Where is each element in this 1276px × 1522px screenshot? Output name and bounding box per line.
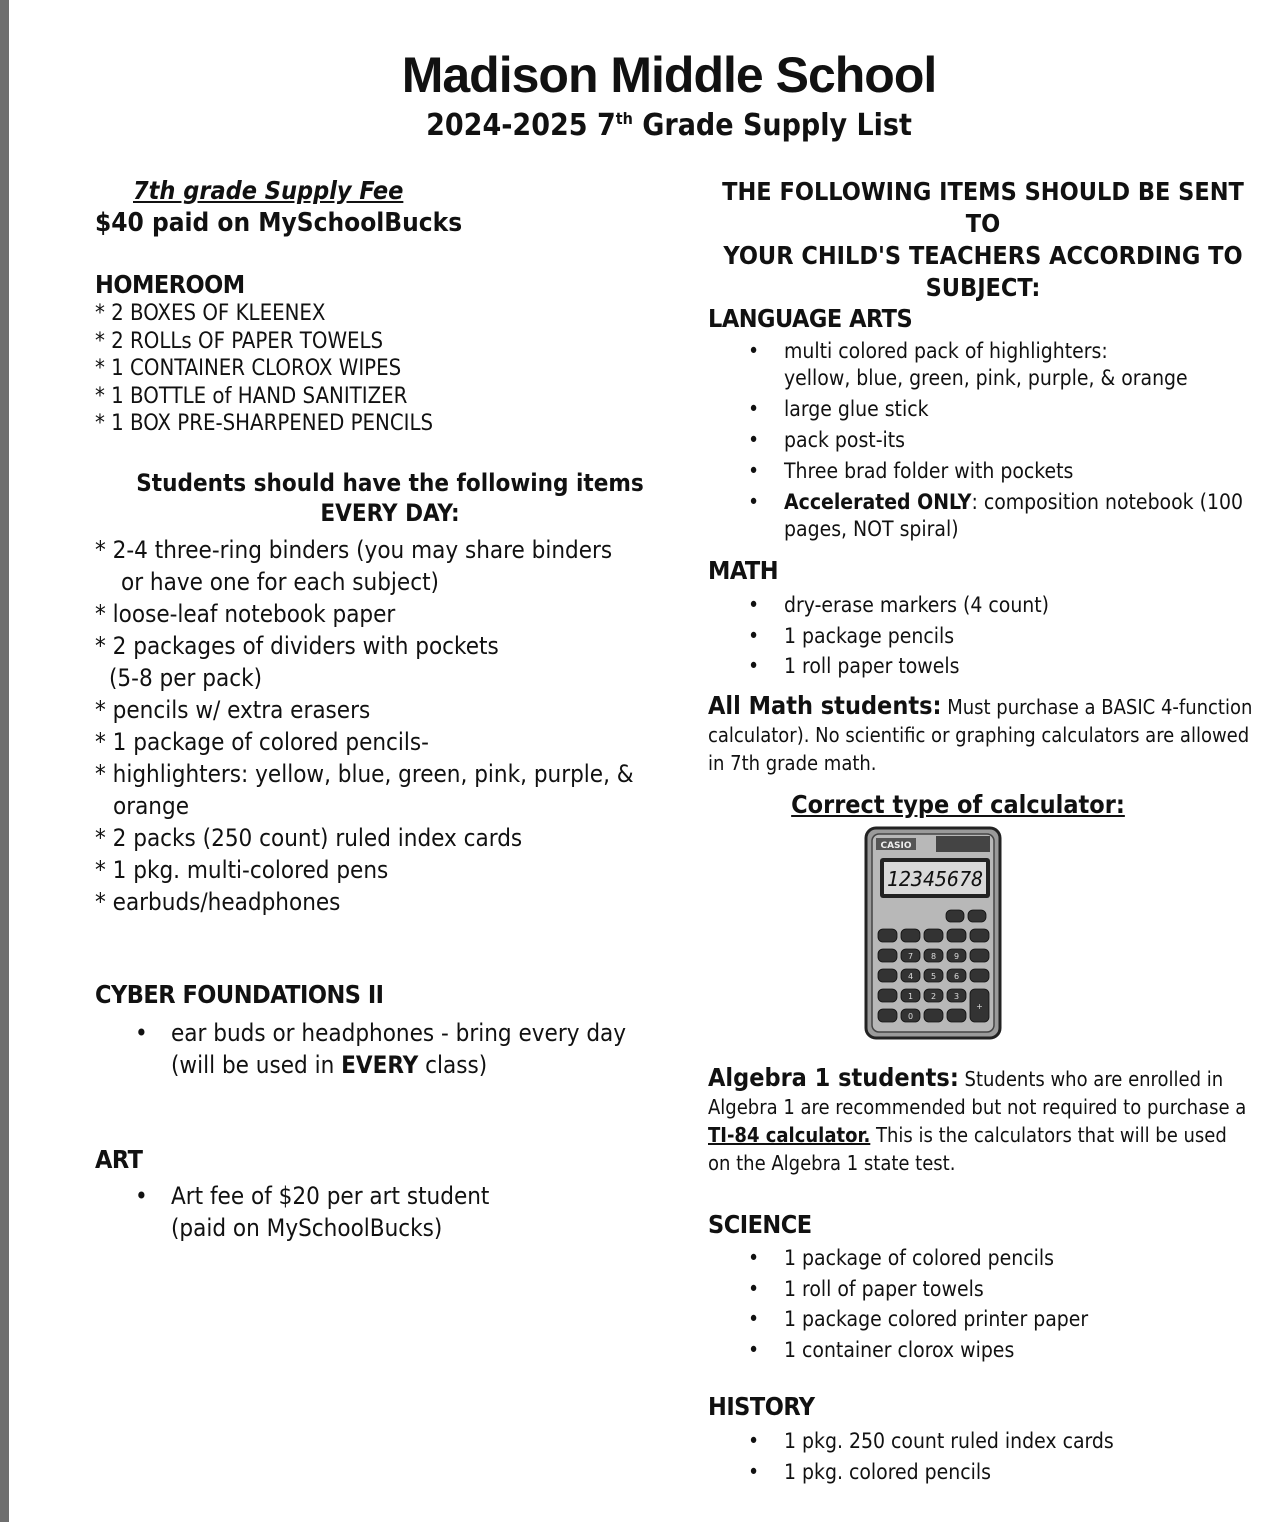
supply-fee-title: 7th grade Supply Fee [133, 176, 404, 205]
svg-text:3: 3 [953, 992, 960, 1001]
svg-text:0: 0 [907, 1012, 914, 1021]
cyber-foundations-list [95, 1017, 695, 1081]
list-item: • Art fee of $20 per art student (paid on MySchoolBucks) [95, 1180, 695, 1244]
svg-text:9: 9 [953, 952, 960, 961]
list-item: • multi colored pack of highlighters: yellow, blue, green, pink, purple, & orange [708, 338, 1268, 392]
history-heading: HISTORY [708, 1392, 815, 1421]
language-arts-list [708, 338, 1268, 543]
list-line: * 2 packages of dividers with pockets [95, 632, 499, 660]
svg-text:7: 7 [907, 952, 914, 961]
list-item: • 1 pkg. colored pencils [708, 1457, 1268, 1488]
svg-text:2: 2 [930, 992, 937, 1001]
list-item: • 1 package of colored pencils [708, 1243, 1268, 1274]
svg-text:5: 5 [930, 972, 937, 981]
art-heading: ART [95, 1145, 143, 1174]
list-line: * 2 packs (250 count) ruled index cards [95, 824, 523, 852]
list-item: * 1 BOTTLE of HAND SANITIZER [95, 383, 408, 409]
list-item: • 1 package colored printer paper [708, 1304, 1268, 1335]
list-item: • 1 package pencils [708, 621, 1268, 652]
list-line: * 1 package of colored pencils- [95, 728, 429, 756]
science-list [708, 1243, 1268, 1365]
svg-text:8: 8 [930, 952, 937, 961]
homeroom-list [95, 300, 433, 438]
list-item: * 2 ROLLs OF PAPER TOWELS [95, 328, 384, 354]
list-line: (5-8 per pack) [109, 664, 263, 692]
list-item: • Three brad folder with pockets [708, 458, 1268, 485]
art-list [95, 1180, 695, 1244]
list-item: • 1 roll paper towels [708, 651, 1268, 682]
calculator-brand: CASIO [880, 841, 912, 851]
list-line: or have one for each subject) [121, 568, 439, 596]
svg-text:4: 4 [907, 972, 914, 981]
science-heading: SCIENCE [708, 1210, 812, 1239]
math-list [708, 590, 1268, 682]
cyber-foundations-heading: CYBER FOUNDATIONS II [95, 980, 384, 1009]
svg-text:6: 6 [953, 972, 960, 981]
calculator-image [864, 826, 1004, 1042]
list-item: • 1 container clorox wipes [708, 1335, 1268, 1366]
calculator-display: 12345678 [886, 867, 984, 891]
list-line: * 2-4 three-ring binders (you may share binders [95, 536, 613, 564]
language-arts-heading: LANGUAGE ARTS [708, 304, 913, 333]
list-item: • Accelerated ONLY: composition notebook (100 pages, NOT spiral) [708, 489, 1268, 543]
supply-fee-value: $40 paid on MySchoolBucks [95, 208, 463, 238]
list-item: • pack post-its [708, 427, 1268, 454]
list-item: * 1 CONTAINER CLOROX WIPES [95, 356, 402, 381]
list-item: • dry-erase markers (4 count) [708, 590, 1268, 621]
document-page [9, 0, 1276, 1522]
history-list [708, 1426, 1268, 1487]
subject-items-heading: THE FOLLOWING ITEMS SHOULD BE SENT TO YOUR CHILD'S TEACHERS ACCORDING TO SUBJECT: [722, 177, 1244, 302]
algebra-calculator-note: Algebra 1 students: Students who are enrolled in Algebra 1 are recommended but not required to purchase a TI-84 calculator. This is the calculators that will be used on the Algebra 1 state test. [708, 1063, 1247, 1175]
list-line: * loose-leaf notebook paper [95, 600, 396, 628]
ti-84-mention: TI-84 calculator. [708, 1123, 871, 1147]
list-line: * 1 pkg. multi-colored pens [95, 856, 389, 884]
homeroom-heading: HOMEROOM [95, 270, 245, 299]
list-line: * earbuds/headphones [95, 888, 341, 916]
window-edge [0, 0, 9, 1522]
math-heading: MATH [708, 556, 779, 585]
page-subtitle: 2024-2025 7th Grade Supply List [426, 108, 912, 143]
page-title: Madison Middle School [401, 47, 937, 103]
list-line: orange [113, 792, 189, 820]
svg-text:1: 1 [907, 992, 914, 1001]
list-line: * highlighters: yellow, blue, green, pink, purple, & [95, 760, 634, 788]
list-item: • 1 pkg. 250 count ruled index cards [708, 1426, 1268, 1457]
list-line: * pencils w/ extra erasers [95, 696, 371, 724]
list-item: * 2 BOXES OF KLEENEX [95, 301, 326, 326]
calculator-caption: Correct type of calculator: [791, 790, 1125, 819]
math-calculator-note: All Math students: Must purchase a BASIC 4-function calculator). No scientific or graphing calculators are allowed in 7th grade math. [708, 691, 1253, 775]
list-item: • ear buds or headphones - bring every day (will be used in EVERY class) [95, 1017, 695, 1081]
svg-text:+: + [976, 1002, 983, 1011]
list-item: • 1 roll of paper towels [708, 1274, 1268, 1305]
every-day-heading: Students should have the following items EVERY DAY: [136, 469, 644, 527]
list-item: • large glue stick [708, 396, 1268, 423]
every-day-list [95, 534, 685, 918]
list-item: * 1 BOX PRE-SHARPENED PENCILS [95, 411, 434, 436]
